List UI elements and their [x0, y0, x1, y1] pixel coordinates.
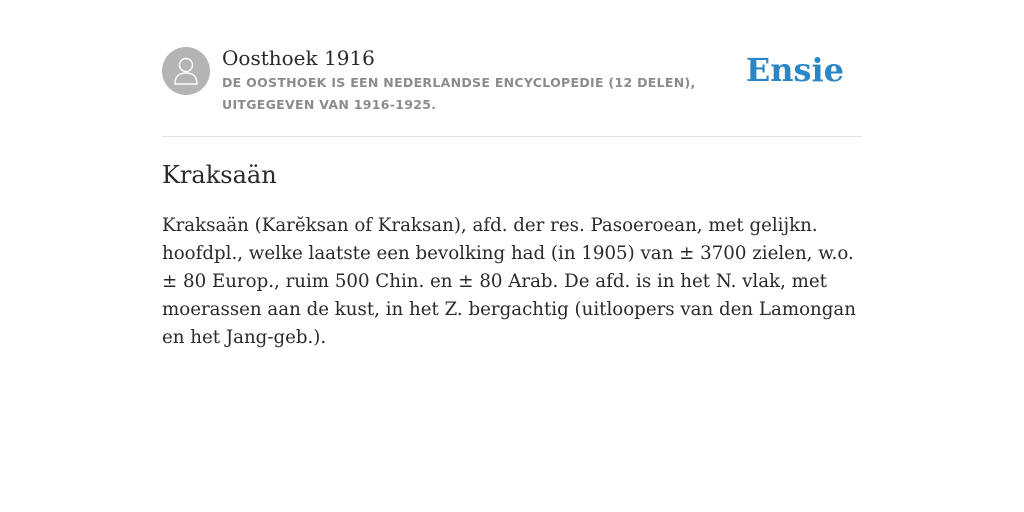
entry-title: Kraksaän — [162, 161, 277, 189]
source-avatar[interactable] — [162, 47, 210, 95]
source-title[interactable]: Oosthoek 1916 — [222, 46, 375, 70]
source-description: DE OOSTHOEK IS EEN NEDERLANDSE ENCYCLOPEDIE (12 DELEN), UITGEGEVEN VAN 1916-1925. — [222, 75, 696, 112]
ensie-logo[interactable]: Ensie — [745, 51, 844, 89]
entry-body: Kraksaän (Karĕksan of Kraksan), afd. der res. Pasoeroean, met gelijkn. hoofdpl., welke laatste een bevolking had (in 1905) van ± 3700 zielen, w.o. ± 80 Europ., ruim 500 Chin. en ± 80 Arab. De afd. is in het N. vlak, met moerassen aan de kust, in het Z. bergachtig (uitloopers van den Lamongan en het Jang-geb.). — [162, 215, 856, 348]
user-icon — [174, 56, 198, 86]
source-header — [162, 44, 862, 137]
